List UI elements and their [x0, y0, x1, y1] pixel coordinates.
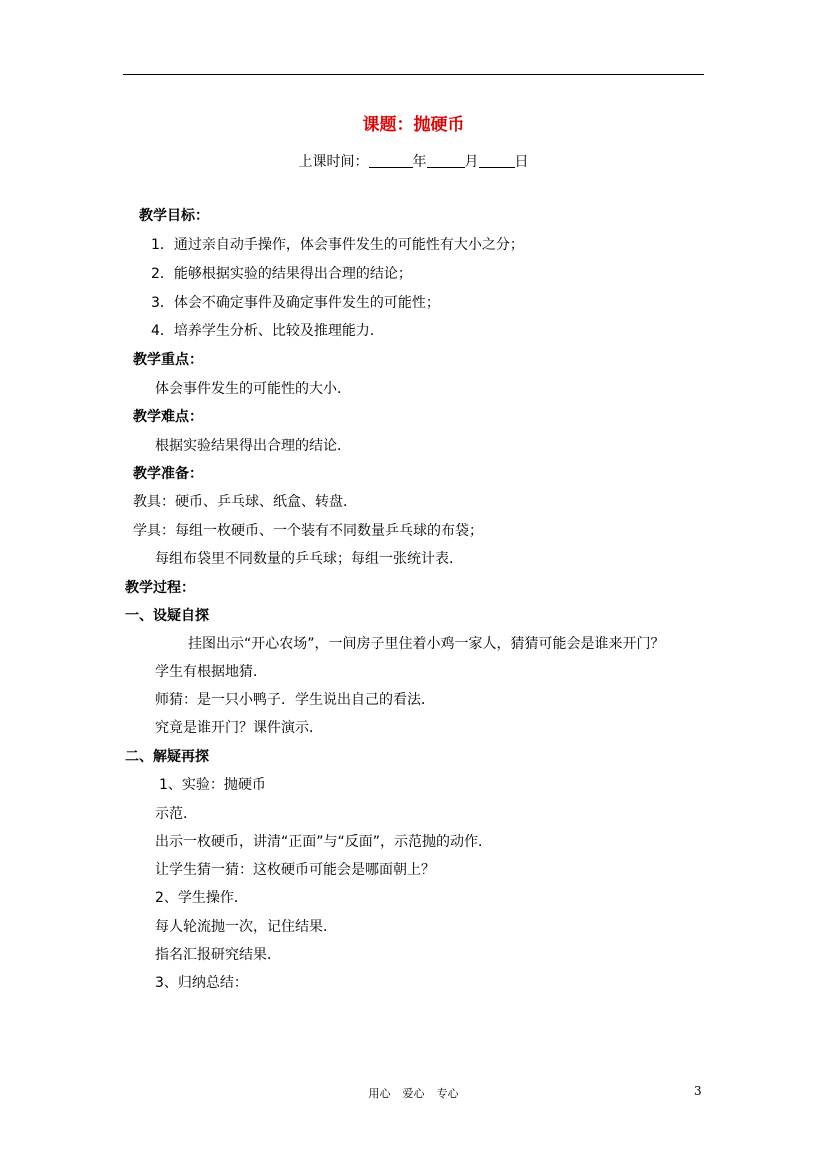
section-2-heading: 二、解疑再探: [125, 749, 209, 765]
month-label: 月: [464, 154, 479, 170]
section-2-take-turns: 每人轮流抛一次，记住结果．: [155, 919, 337, 935]
footer-word-1: 用心: [368, 1087, 391, 1100]
difficulty-heading: 教学难点：: [133, 409, 203, 425]
year-label: 年: [412, 154, 427, 170]
date-label: 上课时间：: [298, 154, 369, 170]
preparation-heading: 教学准备：: [133, 466, 203, 482]
section-2-demo: 示范．: [155, 806, 197, 822]
student-materials: 学具：每组一枚硬币、一个装有不同数量乒乓球的布袋；: [133, 523, 483, 539]
goal-2: 2．能够根据实验的结果得出合理的结论；: [151, 266, 412, 282]
footer-word-2: 爱心: [402, 1087, 425, 1100]
section-2-report: 指名汇报研究结果．: [155, 947, 281, 963]
footer-word-3: 专心: [436, 1087, 459, 1100]
section-2-step-2: 2、学生操作．: [155, 890, 248, 906]
lesson-title: 课题：抛硬币: [362, 115, 465, 135]
section-1-paragraph-3: 师猜：是一只小鸭子．学生说出自己的看法．: [155, 692, 435, 708]
student-materials-continued: 每组布袋里不同数量的乒乓球；每组一张统计表．: [155, 551, 463, 567]
goal-1: 1．通过亲自动手操作，体会事件发生的可能性有大小之分；: [151, 237, 524, 253]
footer-motto: [0, 1085, 827, 1101]
section-2-show-coin: 出示一枚硬币，讲清“正面”与“反面”，示范抛的动作．: [155, 834, 493, 850]
section-2-step-3: 3、归纳总结：: [155, 975, 248, 991]
page-number: 3: [694, 1084, 702, 1098]
key-point-text: 体会事件发生的可能性的大小．: [155, 381, 351, 397]
section-1-paragraph-2: 学生有根据地猜．: [155, 664, 267, 680]
month-blank: [427, 153, 465, 168]
section-2-step-1: 1、实验：抛硬币: [159, 777, 266, 793]
section-2-guess: 让学生猜一猜：这枚硬币可能会是哪面朝上？: [155, 862, 435, 878]
goals-heading: 教学目标：: [139, 208, 209, 224]
difficulty-text: 根据实验结果得出合理的结论．: [155, 438, 351, 454]
header-rule: [123, 74, 704, 75]
section-1-paragraph-4: 究竟是谁开门？课件演示．: [155, 720, 323, 736]
section-1-paragraph-1: 挂图出示“开心农场”，一间房子里住着小鸡一家人，猜猜可能会是谁来开门？: [188, 636, 665, 652]
year-blank: [369, 153, 413, 168]
goal-4: 4．培养学生分析、比较及推理能力．: [151, 323, 384, 339]
teacher-materials: 教具：硬币、乒乓球、纸盒、转盘．: [133, 494, 357, 510]
key-point-heading: 教学重点：: [133, 352, 203, 368]
day-label: 日: [514, 154, 529, 170]
goal-3: 3．体会不确定事件及确定事件发生的可能性；: [151, 295, 440, 311]
day-blank: [479, 153, 515, 168]
section-1-heading: 一、设疑自探: [125, 608, 209, 624]
class-date-line: [0, 151, 827, 171]
process-heading: 教学过程：: [125, 580, 195, 596]
